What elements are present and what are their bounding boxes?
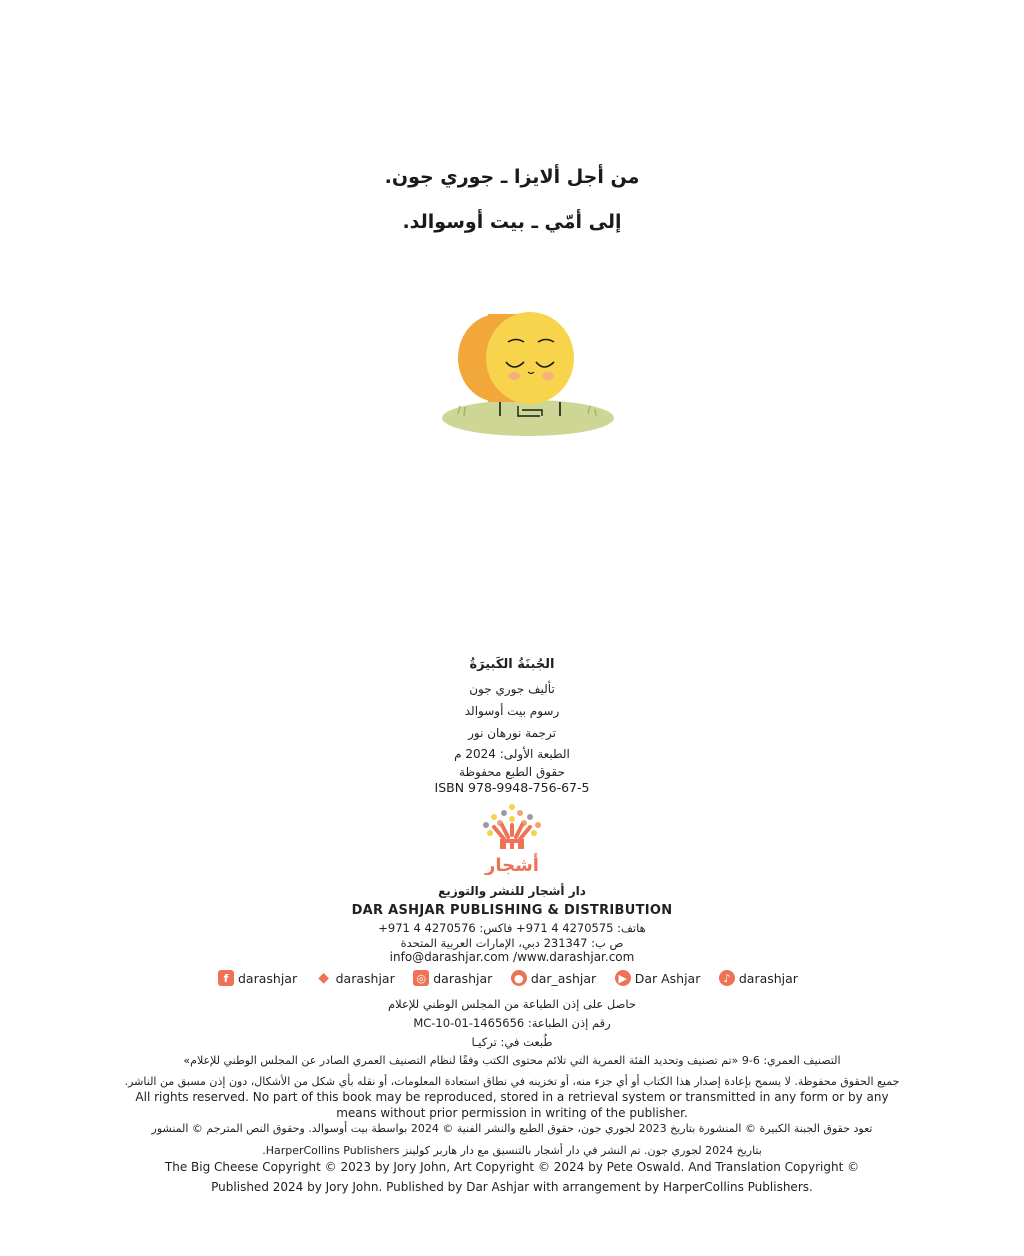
facebook-icon: f: [218, 970, 234, 986]
social-handle: dar_ashjar: [530, 970, 597, 986]
social-snapchat[interactable]: [511, 970, 596, 986]
rights-english: [0, 1089, 1024, 1121]
copyright-english-line-1: The Big Cheese Copyright © 2023 by Jory John, Art Copyright © 2024 by Pete Oswald. And Translation Copyright ©: [164, 1160, 860, 1174]
illustrator-credit: رسوم بيت أوسوالد: [464, 704, 560, 718]
social-instagram[interactable]: [413, 970, 492, 986]
printed-in: طُبعت في: تركيـا: [471, 1035, 553, 1049]
translator-credit: ترجمة نورهان نور: [468, 726, 556, 740]
tiktok-icon: ♪: [719, 970, 735, 986]
social-handle: darashjar: [335, 970, 395, 986]
ashjar-logo: [476, 803, 548, 875]
publisher-name-english: DAR ASHJAR PUBLISHING & DISTRIBUTION: [351, 903, 673, 918]
print-permit-number: رقم إذن الطباعة: MC-10-01-1465656: [413, 1016, 611, 1030]
twitter-icon: ◆: [318, 970, 329, 986]
publisher-phone-fax: هاتف: 4270575 4 971+ فاكس: 4270576 4 971+: [378, 921, 646, 935]
copyright-arabic-line-1: تعود حقوق الجبنة الكبيرة © المنشورة بتاريخ 2023 لجوري جون، حقوق الطبع والنشر الفنية © 2024 بواسطة بيت أوسوالد. وحقوق النص المترجم © المنشور: [151, 1122, 873, 1135]
social-facebook[interactable]: [218, 970, 297, 986]
snapchat-icon: ●: [511, 970, 527, 986]
youtube-icon: ▶: [615, 970, 631, 986]
social-links: [218, 970, 798, 986]
print-permit: حاصل على إذن الطباعة من المجلس الوطني للإعلام: [387, 997, 637, 1011]
publisher-address: ص ب: 231347 دبي، الإمارات العربية المتحدة: [400, 936, 624, 950]
edition-info: الطبعة الأولى: 2024 م: [454, 747, 570, 761]
social-youtube[interactable]: [615, 970, 701, 986]
rights-reserved: حقوق الطبع محفوظة: [459, 765, 565, 779]
logo-text: أشجار: [485, 855, 539, 875]
dedication-line-2: إلى أمّي ـ بيت أوسوالد.: [402, 211, 622, 233]
social-handle: darashjar: [238, 970, 298, 986]
social-handle: darashjar: [738, 970, 798, 986]
social-handle: Dar Ashjar: [634, 970, 701, 986]
copyright-arabic-line-2: بتاريخ 2024 لجوري جون. تم النشر في دار أشجار بالتنسيق مع دار هاربر كولينز HarperCollins Publishers.: [262, 1144, 762, 1157]
instagram-icon: ◎: [413, 970, 429, 986]
social-twitter[interactable]: [316, 970, 395, 986]
rights-arabic: جميع الحقوق محفوظة. لا يسمح بإعادة إصدار هذا الكتاب أو أي جزء منه، أو تخزينه في نطاق استعادة المعلومات، أو نقله بأي شكل من الأشكال، دون إذن مسبق من الناشر.: [124, 1075, 900, 1088]
cheese-character-illustration: [438, 306, 614, 446]
social-tiktok[interactable]: [719, 970, 798, 986]
publisher-name-arabic: دار أشجار للنشر والتوزيع: [438, 884, 586, 898]
copyright-english-line-2: Published 2024 by Jory John. Published by Dar Ashjar with arrangement by HarperCollins Publishers.: [211, 1180, 813, 1194]
rights-english-line-1: All rights reserved. No part of this book may be reproduced, stored in a retrieval system or transmitted in any form or by any: [135, 1090, 889, 1104]
author-credit: تأليف جوري جون: [469, 682, 555, 696]
dedication-line-1: من أجل ألايزا ـ جوري جون.: [384, 166, 640, 188]
book-title: الجُبنَةُ الكَبيرَةُ: [469, 657, 555, 672]
isbn: ISBN 978-9948-756-67-5: [434, 780, 590, 795]
age-classification: التصنيف العمري: 6-9 «تم تصنيف وتحديد الفئة العمرية التي تلائم محتوى الكتب وفقًا لنظام التصنيف العمري الصادر عن المجلس الوطني للإعلام»: [183, 1054, 841, 1067]
publisher-web-email[interactable]: info@darashjar.com /www.darashjar.com: [389, 950, 635, 964]
social-handle: darashjar: [433, 970, 493, 986]
rights-english-line-2: means without prior permission in writing of the publisher.: [336, 1106, 688, 1120]
